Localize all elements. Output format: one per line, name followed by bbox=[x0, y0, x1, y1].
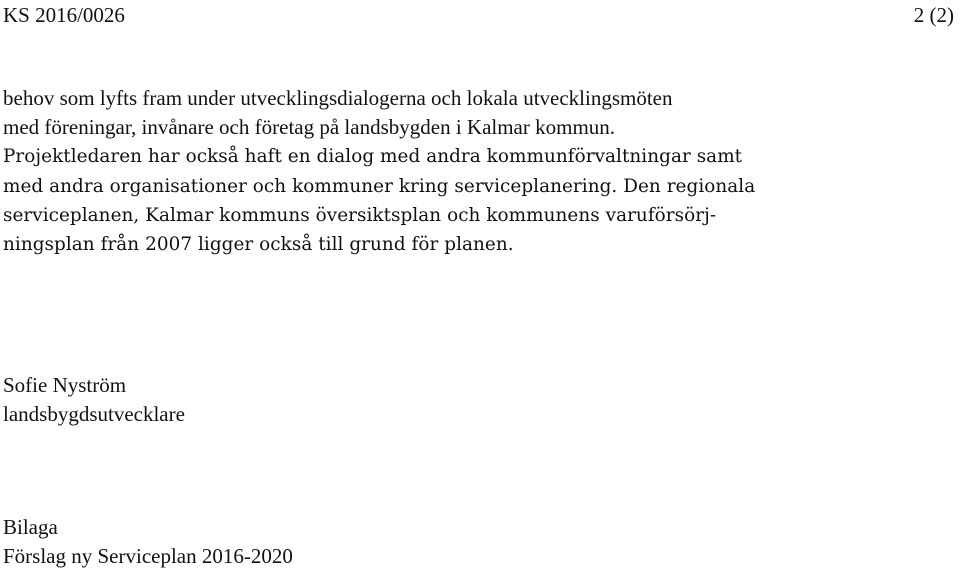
attachment-block bbox=[3, 513, 293, 571]
signature-name: Sofie Nyström bbox=[3, 373, 127, 397]
attachment-title: Förslag ny Serviceplan 2016-2020 bbox=[3, 544, 293, 568]
signature-block bbox=[3, 371, 185, 429]
attachment-label: Bilaga bbox=[3, 515, 58, 539]
signature-title: landsbygdsutvecklare bbox=[3, 402, 185, 426]
body-paragraph bbox=[3, 84, 957, 259]
body-line: ningsplan från 2007 ligger också till grund för planen. bbox=[3, 234, 514, 256]
page-header bbox=[0, 0, 960, 30]
body-line: serviceplanen, Kalmar kommuns översiktsplan och kommunens varuförsörj- bbox=[3, 204, 717, 226]
body-line: behov som lyfts fram under utvecklingsdialogerna och lokala utvecklingsmöten bbox=[3, 86, 673, 110]
document-number: KS 2016/0026 bbox=[3, 3, 125, 27]
page-number: 2 (2) bbox=[913, 3, 954, 27]
body-line: Projektledaren har också haft en dialog med andra kommunförvaltningar samt bbox=[3, 146, 743, 168]
body-line: med andra organisationer och kommuner kring serviceplanering. Den regionala bbox=[3, 175, 756, 197]
body-line: med föreningar, invånare och företag på landsbygden i Kalmar kommun. bbox=[3, 115, 616, 140]
